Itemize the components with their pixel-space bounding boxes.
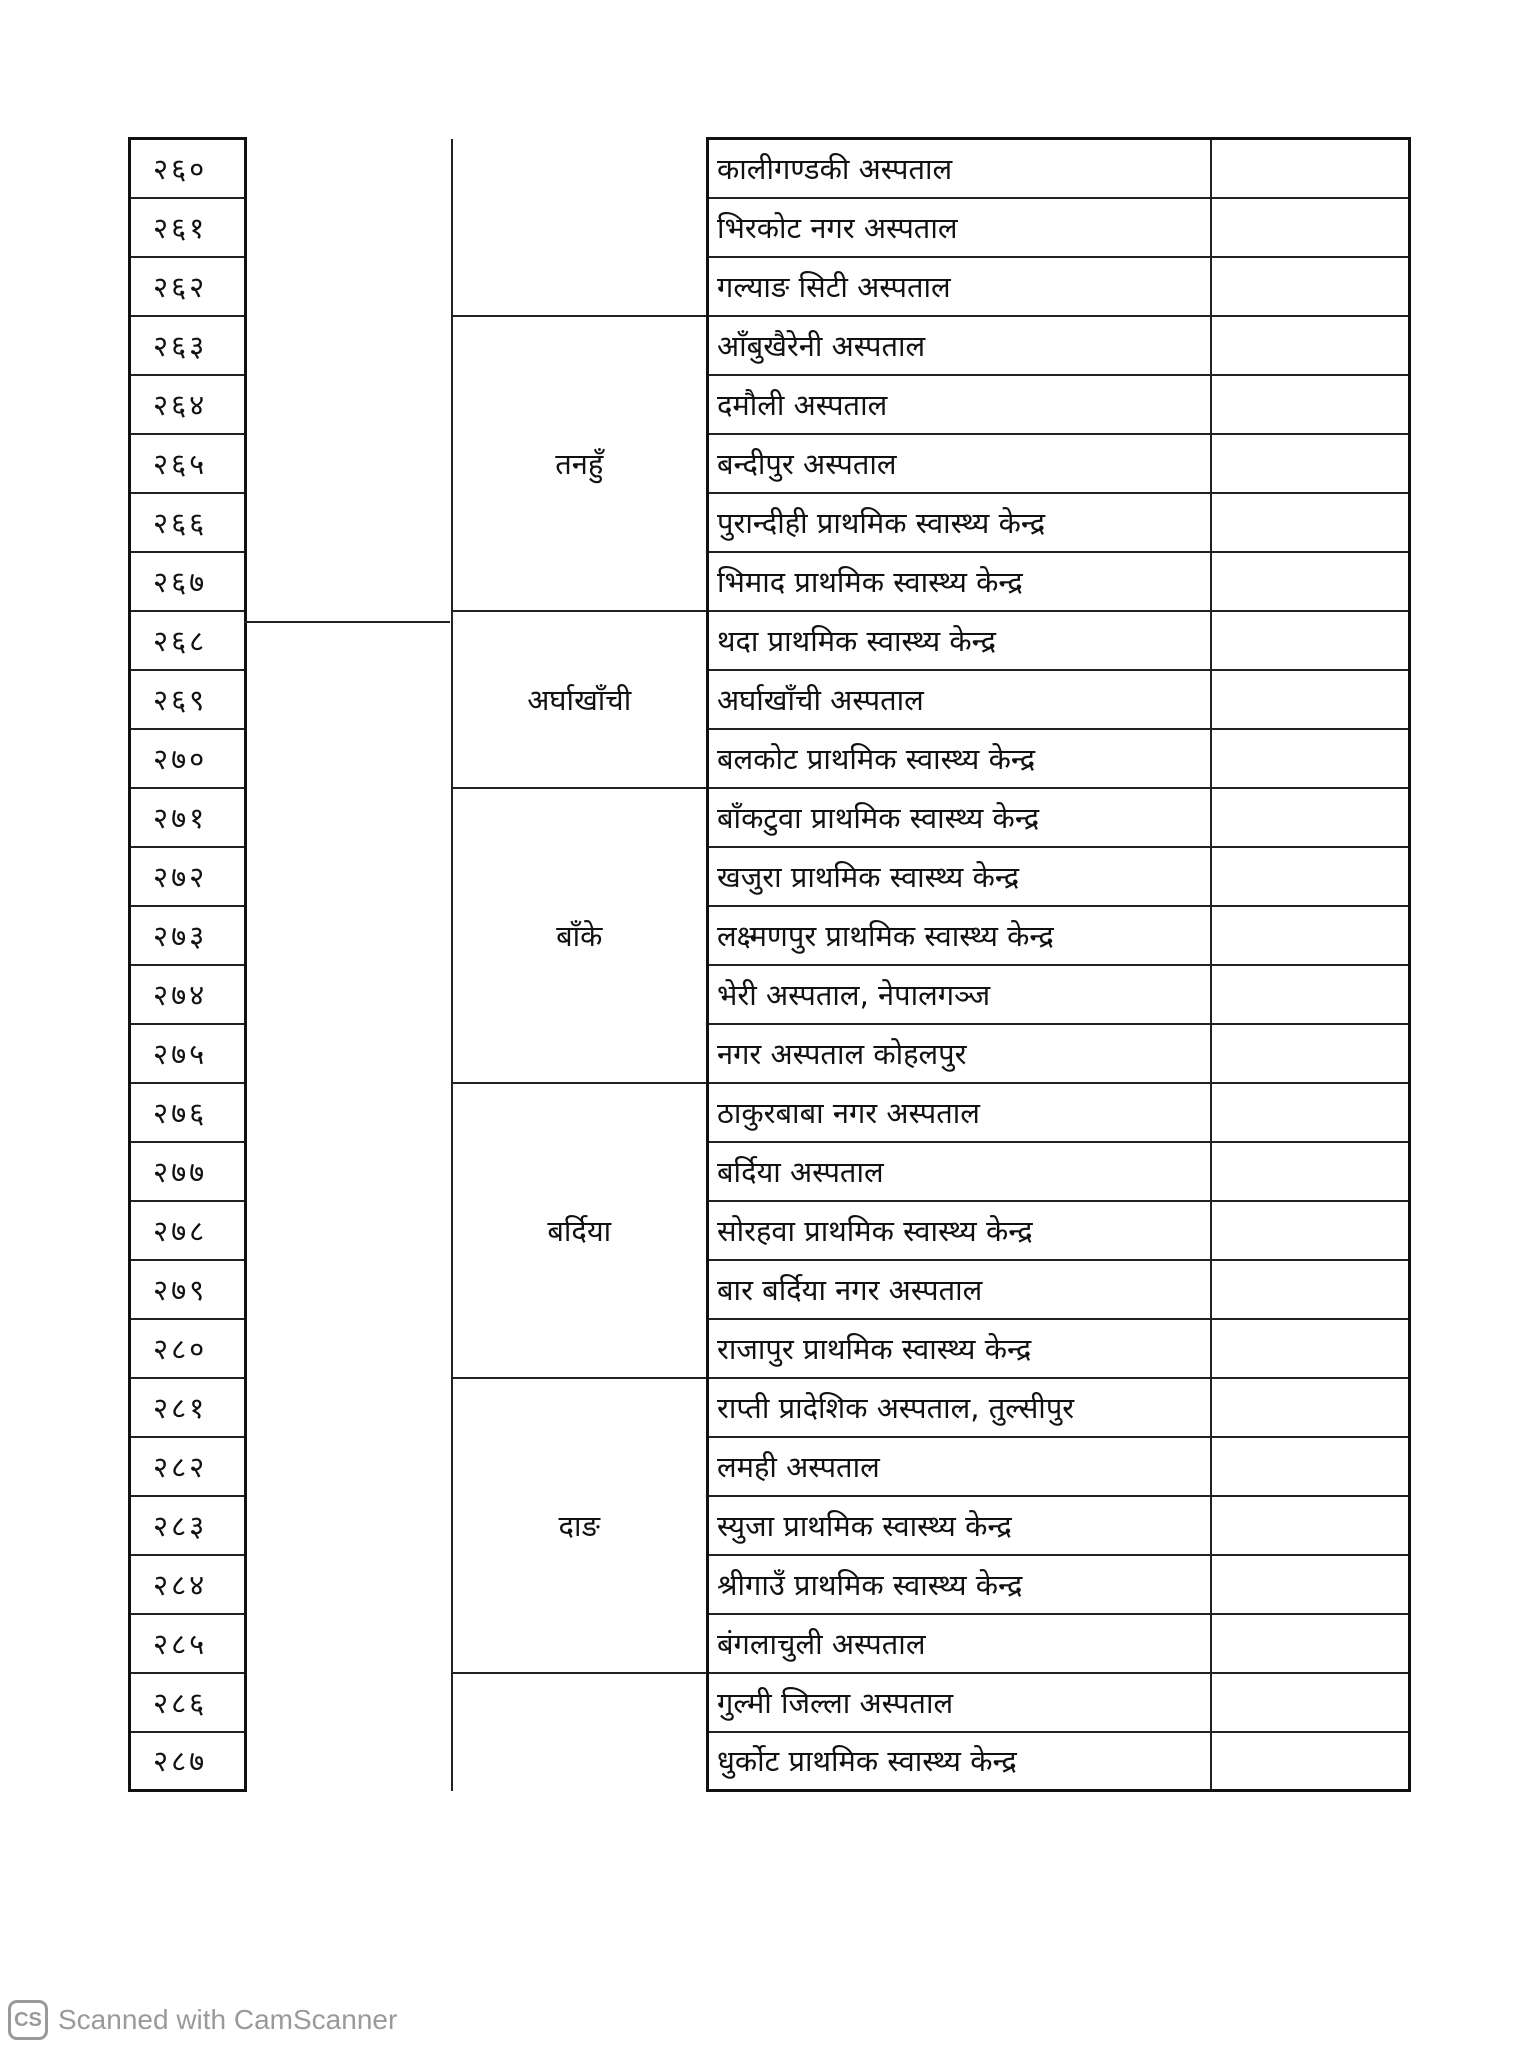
remarks-cell	[1211, 1496, 1410, 1555]
serial-number-cell: २८७	[130, 1732, 246, 1791]
remarks-cell	[1211, 670, 1410, 729]
serial-number-cell: २६६	[130, 493, 246, 552]
camscanner-logo-icon: CS	[8, 2000, 48, 2040]
watermark-text: Scanned with CamScanner	[58, 2004, 398, 2035]
hospital-name-cell: बाँकटुवा प्राथमिक स्वास्थ्य केन्द्र	[708, 788, 1211, 847]
remarks-cell	[1211, 198, 1410, 257]
district-cell: तनहुँ	[452, 316, 708, 611]
serial-number-cell: २७२	[130, 847, 246, 906]
table-row	[130, 611, 1410, 670]
remarks-cell	[1211, 1260, 1410, 1319]
district-cell	[452, 139, 708, 316]
remarks-cell	[1211, 1319, 1410, 1378]
serial-number-cell: २६७	[130, 552, 246, 611]
remarks-cell	[1211, 316, 1410, 375]
hospital-name-cell: ठाकुरबाबा नगर अस्पताल	[708, 1083, 1211, 1142]
serial-number-cell: २६०	[130, 139, 246, 198]
serial-number-cell: २६८	[130, 611, 246, 670]
serial-number-cell: २७०	[130, 729, 246, 788]
serial-number-cell: २७१	[130, 788, 246, 847]
hospital-name-cell: सोरहवा प्राथमिक स्वास्थ्य केन्द्र	[708, 1201, 1211, 1260]
serial-number-cell: २६१	[130, 198, 246, 257]
remarks-cell	[1211, 139, 1410, 198]
remarks-cell	[1211, 906, 1410, 965]
hospital-name-cell: खजुरा प्राथमिक स्वास्थ्य केन्द्र	[708, 847, 1211, 906]
province-divider	[244, 621, 450, 623]
serial-number-cell: २६९	[130, 670, 246, 729]
remarks-cell	[1211, 1614, 1410, 1673]
hospital-name-cell: पुरान्दीही प्राथमिक स्वास्थ्य केन्द्र	[708, 493, 1211, 552]
remarks-cell	[1211, 1083, 1410, 1142]
hospital-name-cell: लक्ष्मणपुर प्राथमिक स्वास्थ्य केन्द्र	[708, 906, 1211, 965]
remarks-cell	[1211, 434, 1410, 493]
serial-number-cell: २७९	[130, 1260, 246, 1319]
serial-number-cell: २७६	[130, 1083, 246, 1142]
remarks-cell	[1211, 257, 1410, 316]
serial-number-cell: २६४	[130, 375, 246, 434]
serial-number-cell: २६२	[130, 257, 246, 316]
hospital-name-cell: राजापुर प्राथमिक स्वास्थ्य केन्द्र	[708, 1319, 1211, 1378]
hospital-name-cell: लमही अस्पताल	[708, 1437, 1211, 1496]
hospital-name-cell: बंगलाचुली अस्पताल	[708, 1614, 1211, 1673]
hospital-name-cell: बन्दीपुर अस्पताल	[708, 434, 1211, 493]
serial-number-cell: २८३	[130, 1496, 246, 1555]
remarks-cell	[1211, 965, 1410, 1024]
hospital-name-cell: धुर्कोट प्राथमिक स्वास्थ्य केन्द्र	[708, 1732, 1211, 1791]
serial-number-cell: २८४	[130, 1555, 246, 1614]
camscanner-watermark	[8, 1998, 397, 2042]
remarks-cell	[1211, 375, 1410, 434]
remarks-cell	[1211, 1024, 1410, 1083]
district-cell	[452, 1673, 708, 1791]
serial-number-cell: २७५	[130, 1024, 246, 1083]
serial-number-cell: २८०	[130, 1319, 246, 1378]
hospital-name-cell: अर्घाखाँची अस्पताल	[708, 670, 1211, 729]
serial-number-cell: २६५	[130, 434, 246, 493]
district-cell: दाङ	[452, 1378, 708, 1673]
remarks-cell	[1211, 847, 1410, 906]
hospital-name-cell: बर्दिया अस्पताल	[708, 1142, 1211, 1201]
remarks-cell	[1211, 552, 1410, 611]
district-cell: बाँके	[452, 788, 708, 1083]
remarks-cell	[1211, 729, 1410, 788]
table-body	[130, 139, 1410, 1791]
serial-number-cell: २८२	[130, 1437, 246, 1496]
hospital-name-cell: गुल्मी जिल्ला अस्पताल	[708, 1673, 1211, 1732]
serial-number-cell: २६३	[130, 316, 246, 375]
hospital-name-cell: थदा प्राथमिक स्वास्थ्य केन्द्र	[708, 611, 1211, 670]
district-cell: अर्घाखाँची	[452, 611, 708, 788]
remarks-cell	[1211, 788, 1410, 847]
province-cell	[246, 139, 452, 611]
remarks-cell	[1211, 1142, 1410, 1201]
province-cell	[246, 611, 452, 1791]
hospital-name-cell: दमौली अस्पताल	[708, 375, 1211, 434]
hospital-name-cell: भेरी अस्पताल, नेपालगञ्ज	[708, 965, 1211, 1024]
serial-number-cell: २८५	[130, 1614, 246, 1673]
remarks-cell	[1211, 1378, 1410, 1437]
hospital-name-cell: कालीगण्डकी अस्पताल	[708, 139, 1211, 198]
hospital-name-cell: गल्याङ सिटी अस्पताल	[708, 257, 1211, 316]
remarks-cell	[1211, 493, 1410, 552]
hospital-name-cell: राप्ती प्रादेशिक अस्पताल, तुल्सीपुर	[708, 1378, 1211, 1437]
district-cell: बर्दिया	[452, 1083, 708, 1378]
serial-number-cell: २७४	[130, 965, 246, 1024]
remarks-cell	[1211, 1732, 1410, 1791]
remarks-cell	[1211, 1555, 1410, 1614]
hospital-name-cell: भिरकोट नगर अस्पताल	[708, 198, 1211, 257]
serial-number-cell: २७८	[130, 1201, 246, 1260]
hospital-name-cell: बलकोट प्राथमिक स्वास्थ्य केन्द्र	[708, 729, 1211, 788]
hospital-list-table	[128, 137, 1411, 1792]
remarks-cell	[1211, 1437, 1410, 1496]
hospital-name-cell: बार बर्दिया नगर अस्पताल	[708, 1260, 1211, 1319]
hospital-name-cell: स्युजा प्राथमिक स्वास्थ्य केन्द्र	[708, 1496, 1211, 1555]
serial-number-cell: २८६	[130, 1673, 246, 1732]
hospital-name-cell: नगर अस्पताल कोहलपुर	[708, 1024, 1211, 1083]
remarks-cell	[1211, 1673, 1410, 1732]
serial-number-cell: २८१	[130, 1378, 246, 1437]
table-row	[130, 139, 1410, 198]
remarks-cell	[1211, 1201, 1410, 1260]
hospital-name-cell: भिमाद प्राथमिक स्वास्थ्य केन्द्र	[708, 552, 1211, 611]
remarks-cell	[1211, 611, 1410, 670]
hospital-name-cell: श्रीगाउँ प्राथमिक स्वास्थ्य केन्द्र	[708, 1555, 1211, 1614]
serial-number-cell: २७३	[130, 906, 246, 965]
serial-number-cell: २७७	[130, 1142, 246, 1201]
hospital-name-cell: आँबुखैरेनी अस्पताल	[708, 316, 1211, 375]
